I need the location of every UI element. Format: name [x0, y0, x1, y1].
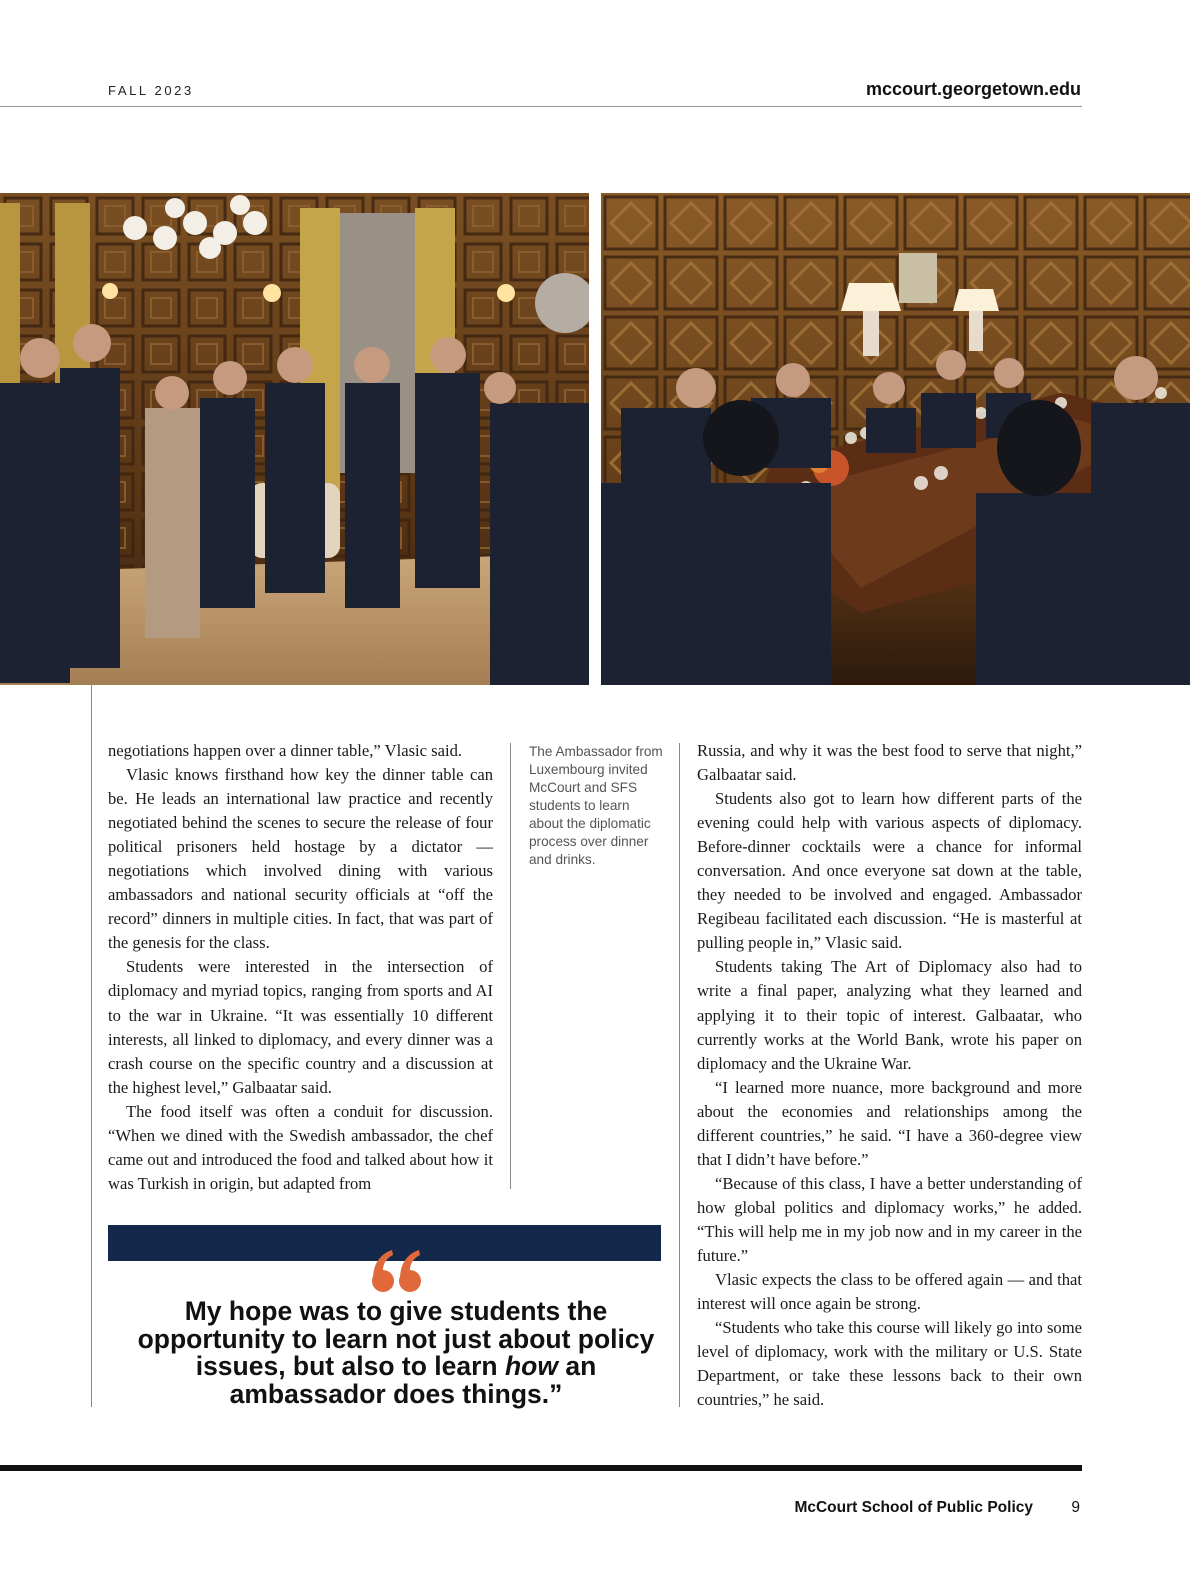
quote-mark-icon: [370, 1246, 425, 1296]
article-paragraph: The food itself was often a conduit for discussion. “When we dined with the Swedish ambassador, the chef came out and introduced the food and talked about how it was Turkish in origin, but adapted from: [108, 1101, 493, 1193]
dinner-photo: [601, 193, 1190, 685]
article-column-right: [697, 739, 1082, 1412]
dinner-photo-illustration: [601, 193, 1190, 685]
page-number: 9: [1071, 1499, 1080, 1516]
pull-quote-text: My hope was to give students the opportunity to learn not just about policy issues, but also to learn: [137, 1296, 655, 1381]
pull-quote-emphasis: how: [504, 1351, 558, 1381]
publication-name: McCourt School of Public Policy: [794, 1499, 1033, 1516]
article-paragraph: Students also got to learn how different parts of the evening could help with various aspects of diplomacy. Before-dinner cocktails were a chance for informal conversation. And once everyone sat down at the table, they needed to be involved and engaged. Ambassador Regibeau facilitated each discussion. “He is masterful at pulling people in,” Vlasic said.: [697, 789, 1082, 953]
article-paragraph: “Students who take this course will likely go into some level of diplomacy, work with the military or U.S. State Department, or take these lessons back to their own countries,” he said.: [697, 1318, 1082, 1410]
pull-quote: [118, 1298, 674, 1408]
column-rule-right: [679, 743, 680, 1407]
column-rule-left: [91, 685, 92, 1407]
article-column-left: [108, 739, 493, 1196]
reception-photo-illustration: [0, 193, 589, 685]
article-paragraph: Students taking The Art of Diplomacy also had to write a final paper, analyzing what they learned and applying it to their topic of interest. Galbaatar, who currently works at the World Bank, wrote his paper on diplomacy and the Ukraine War.: [697, 957, 1082, 1073]
photo-caption: The Ambassador from Luxembourg invited McCourt and SFS students to learn about the diplomatic process over dinner and drinks.: [529, 744, 663, 867]
article-paragraph: Vlasic knows firsthand how key the dinner table can be. He leads an international law practice and recently negotiated behind the scenes to secure the release of four political prisoners held hostage by a dictator — negotiations which involved dining with various ambassadors and national security officials at “off the record” dinners in multiple cities. In fact, that was part of the genesis for the class.: [108, 765, 493, 953]
site-url[interactable]: mccourt.georgetown.edu: [865, 79, 1081, 99]
article-paragraph: “Because of this class, I have a better understanding of how global politics and diplomacy works,” he added. “This will help me in my job now and in my career in the future.”: [697, 1173, 1082, 1265]
column-rule-caption: [510, 743, 511, 1189]
article-paragraph: negotiations happen over a dinner table,” Vlasic said.: [108, 741, 463, 760]
footer-divider: [0, 1465, 1082, 1471]
header-divider: [0, 106, 1082, 107]
article-paragraph: Russia, and why it was the best food to serve that night,” Galbaatar said.: [697, 741, 1082, 785]
article-paragraph: Vlasic expects the class to be offered again — and that interest will once again be strong.: [697, 1270, 1082, 1314]
article-paragraph: Students were interested in the intersection of diplomacy and myriad topics, ranging from sports and AI to the war in Ukraine. “It was essentially 10 different interests, all linked to diplomacy, and every dinner was a crash course on the specific country and a discussion at the highest level,” Galbaatar said.: [108, 957, 493, 1097]
reception-photo: [0, 193, 589, 685]
issue-label: FALL 2023: [108, 83, 194, 98]
article-paragraph: “I learned more nuance, more background and more about the economies and relationships among the different countries,” he said. “I have a 360-degree view that I didn’t have before.”: [697, 1077, 1082, 1169]
pull-quote-text-end: an ambassador does things.”: [229, 1351, 597, 1409]
